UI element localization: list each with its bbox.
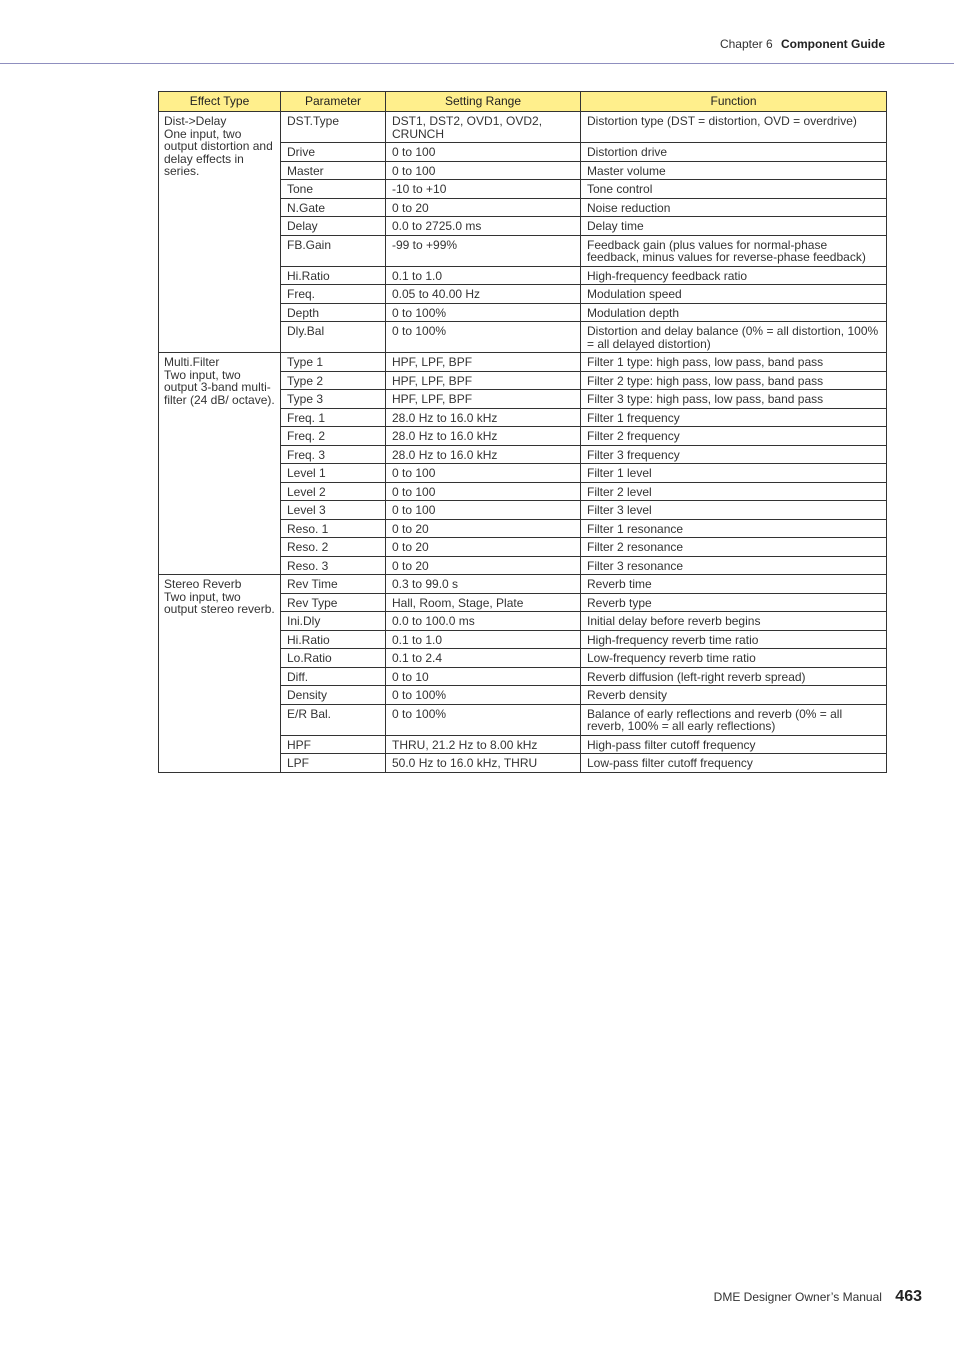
setting-range-cell: HPF, LPF, BPF <box>386 353 581 372</box>
setting-range-cell: 28.0 Hz to 16.0 kHz <box>386 427 581 446</box>
table-row <box>159 575 887 594</box>
parameter-cell: N.Gate <box>281 198 386 217</box>
setting-range-cell: 28.0 Hz to 16.0 kHz <box>386 408 581 427</box>
column-header-setting-range: Setting Range <box>386 92 581 112</box>
function-cell: Reverb density <box>581 686 887 705</box>
effect-name: Multi.Filter <box>164 355 220 369</box>
setting-range-cell: 0.3 to 99.0 s <box>386 575 581 594</box>
setting-range-cell: 0 to 100% <box>386 686 581 705</box>
parameter-cell: FB.Gain <box>281 235 386 266</box>
parameter-cell: Hi.Ratio <box>281 266 386 285</box>
column-header-function: Function <box>581 92 887 112</box>
function-cell: Filter 2 level <box>581 482 887 501</box>
setting-range-cell: -10 to +10 <box>386 180 581 199</box>
setting-range-cell: 0 to 100 <box>386 482 581 501</box>
parameter-cell: Tone <box>281 180 386 199</box>
table-header-row <box>159 92 887 112</box>
setting-range-cell: 0.0 to 2725.0 ms <box>386 217 581 236</box>
function-cell: Filter 1 type: high pass, low pass, band pass <box>581 353 887 372</box>
setting-range-cell: 0 to 100 <box>386 161 581 180</box>
setting-range-cell: HPF, LPF, BPF <box>386 371 581 390</box>
setting-range-cell: DST1, DST2, OVD1, OVD2, CRUNCH <box>386 112 581 143</box>
parameter-cell: Hi.Ratio <box>281 630 386 649</box>
parameter-cell: Dly.Bal <box>281 322 386 353</box>
parameter-cell: Reso. 3 <box>281 556 386 575</box>
parameter-cell: Freq. <box>281 285 386 304</box>
function-cell: Tone control <box>581 180 887 199</box>
parameter-cell: Diff. <box>281 667 386 686</box>
effect-type-cell <box>159 353 281 575</box>
parameter-cell: Freq. 1 <box>281 408 386 427</box>
effect-type-cell <box>159 575 281 773</box>
parameter-cell: Rev Time <box>281 575 386 594</box>
page-footer <box>714 1288 922 1306</box>
effect-name: Dist->Delay <box>164 114 227 128</box>
parameter-cell: Type 3 <box>281 390 386 409</box>
chapter-label: Chapter 6 <box>719 37 773 51</box>
effect-description: One input, two output distortion and delay effects in series. <box>164 126 273 178</box>
effect-name: Stereo Reverb <box>164 577 242 591</box>
setting-range-cell: 0 to 20 <box>386 198 581 217</box>
parameter-cell: Lo.Ratio <box>281 649 386 668</box>
setting-range-cell: 0 to 100% <box>386 322 581 353</box>
parameter-cell: Reso. 1 <box>281 519 386 538</box>
setting-range-cell: 0 to 20 <box>386 556 581 575</box>
effect-description: Two input, two output stereo reverb. <box>164 589 275 616</box>
parameter-cell: Ini.Dly <box>281 612 386 631</box>
function-cell: Filter 1 level <box>581 464 887 483</box>
effect-type-cell <box>159 112 281 353</box>
function-cell: Reverb time <box>581 575 887 594</box>
manual-title: DME Designer Owner’s Manual <box>713 1290 882 1304</box>
function-cell: Reverb type <box>581 593 887 612</box>
function-cell: Filter 3 level <box>581 501 887 520</box>
setting-range-cell: 0 to 10 <box>386 667 581 686</box>
page-number: 463 <box>895 1288 922 1305</box>
function-cell: Feedback gain (plus values for normal-phase feedback, minus values for reverse-phase feedback) <box>581 235 887 266</box>
column-header-parameter: Parameter <box>281 92 386 112</box>
function-cell: Reverb diffusion (left-right reverb spread) <box>581 667 887 686</box>
function-cell: Filter 1 resonance <box>581 519 887 538</box>
setting-range-cell: HPF, LPF, BPF <box>386 390 581 409</box>
function-cell: Master volume <box>581 161 887 180</box>
parameter-cell: Level 3 <box>281 501 386 520</box>
setting-range-cell: 0 to 20 <box>386 519 581 538</box>
parameter-cell: Density <box>281 686 386 705</box>
function-cell: Filter 2 type: high pass, low pass, band pass <box>581 371 887 390</box>
setting-range-cell: Hall, Room, Stage, Plate <box>386 593 581 612</box>
function-cell: Balance of early reflections and reverb (0% = all reverb, 100% = all early reflections) <box>581 704 887 735</box>
function-cell: Low-pass filter cutoff frequency <box>581 754 887 773</box>
setting-range-cell: 0.1 to 2.4 <box>386 649 581 668</box>
parameter-cell: Master <box>281 161 386 180</box>
function-cell: Noise reduction <box>581 198 887 217</box>
setting-range-cell: 0.1 to 1.0 <box>386 630 581 649</box>
function-cell: High-frequency feedback ratio <box>581 266 887 285</box>
function-cell: Low-frequency reverb time ratio <box>581 649 887 668</box>
setting-range-cell: 0 to 100 <box>386 464 581 483</box>
function-cell: Filter 3 type: high pass, low pass, band pass <box>581 390 887 409</box>
setting-range-cell: -99 to +99% <box>386 235 581 266</box>
function-cell: Filter 1 frequency <box>581 408 887 427</box>
parameter-cell: E/R Bal. <box>281 704 386 735</box>
setting-range-cell: 0 to 100% <box>386 303 581 322</box>
function-cell: Filter 3 resonance <box>581 556 887 575</box>
setting-range-cell: 0 to 100 <box>386 501 581 520</box>
parameter-cell: LPF <box>281 754 386 773</box>
setting-range-cell: 0 to 100% <box>386 704 581 735</box>
setting-range-cell: 50.0 Hz to 16.0 kHz, THRU <box>386 754 581 773</box>
parameter-cell: Rev Type <box>281 593 386 612</box>
function-cell: Filter 3 frequency <box>581 445 887 464</box>
setting-range-cell: 0 to 100 <box>386 143 581 162</box>
effect-parameter-table <box>158 91 887 773</box>
setting-range-cell: THRU, 21.2 Hz to 8.00 kHz <box>386 735 581 754</box>
setting-range-cell: 0.05 to 40.00 Hz <box>386 285 581 304</box>
parameter-cell: Type 1 <box>281 353 386 372</box>
table-row <box>159 112 887 143</box>
setting-range-cell: 0 to 20 <box>386 538 581 557</box>
parameter-cell: DST.Type <box>281 112 386 143</box>
parameter-cell: Depth <box>281 303 386 322</box>
setting-range-cell: 0.0 to 100.0 ms <box>386 612 581 631</box>
table-body <box>159 112 887 773</box>
parameter-cell: Level 1 <box>281 464 386 483</box>
table-row <box>159 353 887 372</box>
parameter-cell: Freq. 3 <box>281 445 386 464</box>
setting-range-cell: 28.0 Hz to 16.0 kHz <box>386 445 581 464</box>
parameter-cell: Level 2 <box>281 482 386 501</box>
function-cell: High-pass filter cutoff frequency <box>581 735 887 754</box>
function-cell: Modulation speed <box>581 285 887 304</box>
page-header <box>720 37 885 51</box>
function-cell: Delay time <box>581 217 887 236</box>
function-cell: Filter 2 resonance <box>581 538 887 557</box>
function-cell: Distortion and delay balance (0% = all distortion, 100% = all delayed distortion) <box>581 322 887 353</box>
parameter-cell: Freq. 2 <box>281 427 386 446</box>
parameter-cell: HPF <box>281 735 386 754</box>
function-cell: High-frequency reverb time ratio <box>581 630 887 649</box>
function-cell: Distortion type (DST = distortion, OVD = overdrive) <box>581 112 887 143</box>
section-title: Component Guide <box>781 37 885 51</box>
effect-description: Two input, two output 3-band multi-filter (24 dB/ octave). <box>164 367 275 407</box>
function-cell: Filter 2 frequency <box>581 427 887 446</box>
parameter-cell: Type 2 <box>281 371 386 390</box>
parameter-cell: Drive <box>281 143 386 162</box>
parameter-cell: Reso. 2 <box>281 538 386 557</box>
function-cell: Distortion drive <box>581 143 887 162</box>
function-cell: Modulation depth <box>581 303 887 322</box>
column-header-effect-type: Effect Type <box>159 92 281 112</box>
header-divider <box>0 63 954 64</box>
setting-range-cell: 0.1 to 1.0 <box>386 266 581 285</box>
parameter-cell: Delay <box>281 217 386 236</box>
function-cell: Initial delay before reverb begins <box>581 612 887 631</box>
